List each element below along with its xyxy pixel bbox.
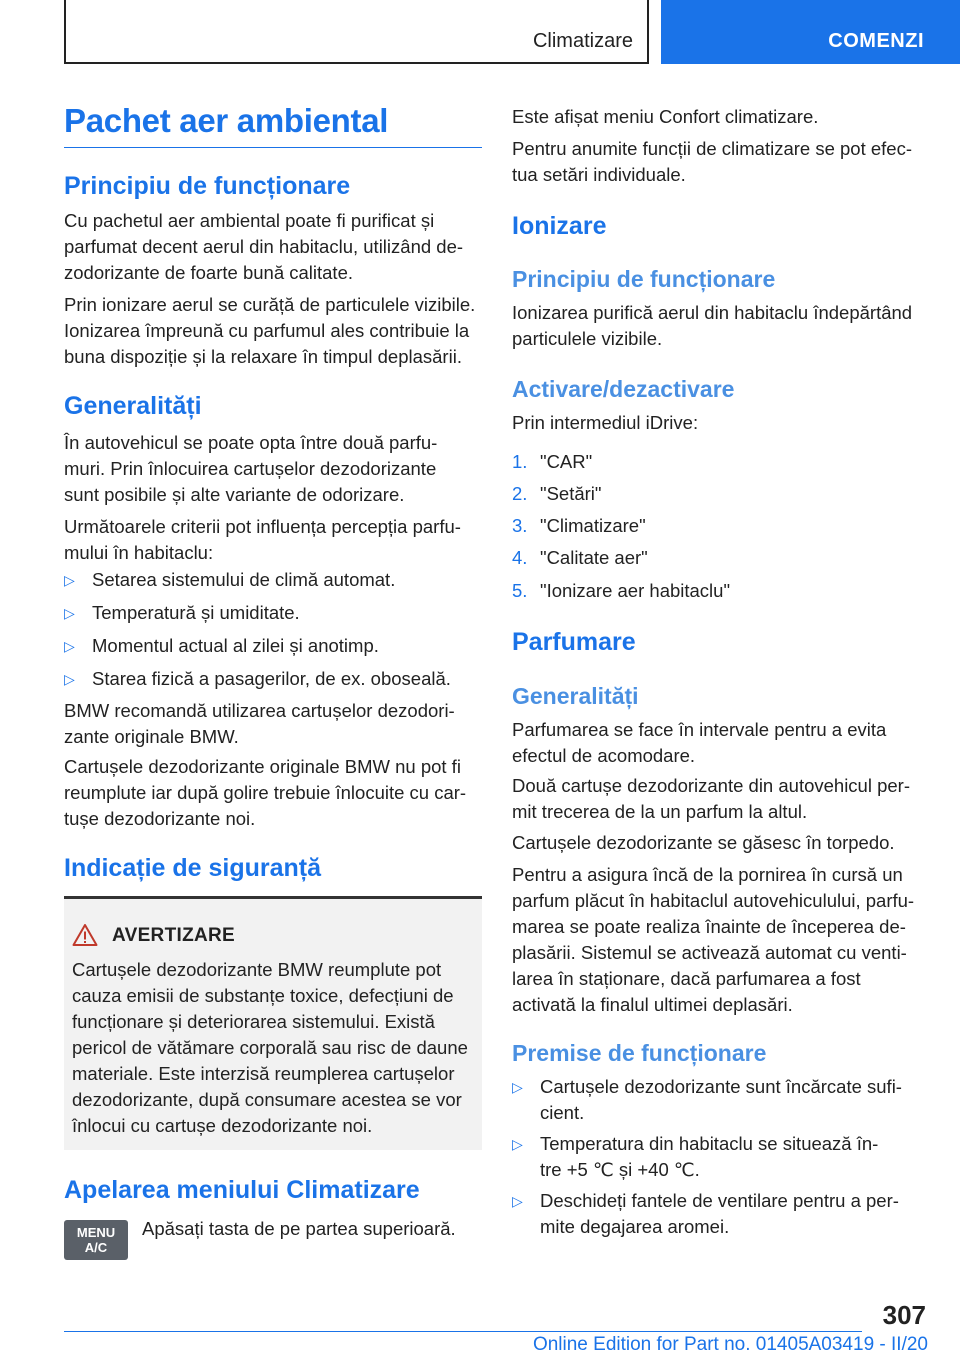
warning-body bbox=[72, 957, 468, 1139]
step-number: 1. bbox=[512, 451, 528, 472]
title-rule bbox=[64, 147, 482, 148]
line: Pentru anumite funcții de climatizare se pot efec- bbox=[512, 138, 912, 159]
activation-paragraph: Prin intermediul iDrive: bbox=[512, 412, 699, 433]
premise-text bbox=[540, 1074, 902, 1126]
line: tre +5 ℃ și +40 ℃. bbox=[540, 1159, 700, 1180]
perfume-paragraph-1 bbox=[512, 717, 886, 769]
safety-heading: Indicație de siguranță bbox=[64, 854, 322, 882]
criteria-text: Temperatură și umiditate. bbox=[92, 602, 300, 623]
line: efectul de acomodare. bbox=[512, 745, 696, 766]
bullet-triangle-icon: ▷ bbox=[512, 1079, 523, 1095]
line: Prin ionizare aerul se curăță de particulele vizibile. bbox=[64, 294, 476, 315]
general-heading: Generalități bbox=[64, 392, 202, 420]
line: tua setări individuale. bbox=[512, 164, 686, 185]
criteria-text: Setarea sistemului de climă automat. bbox=[92, 569, 396, 590]
line: mit trecerea de la un parfum la altul. bbox=[512, 801, 808, 822]
perfume-paragraph-2 bbox=[512, 773, 910, 825]
warning-box bbox=[64, 896, 482, 1150]
step-text: "Calitate aer" bbox=[540, 547, 648, 568]
ionization-heading: Ionizare bbox=[512, 212, 607, 240]
warning-title: AVERTIZARE bbox=[112, 925, 235, 946]
line: funcționare și deteriorarea sistemului. Există bbox=[72, 1011, 435, 1032]
line: parfum plăcut în habitaclul autovehiculului, parfu- bbox=[512, 890, 915, 911]
step-text: "CAR" bbox=[540, 451, 593, 472]
line: Deschideți fantele de ventilare pentru a per- bbox=[540, 1190, 899, 1211]
line: mului în habitaclu: bbox=[64, 542, 214, 563]
criteria-text: Momentul actual al zilei și anotimp. bbox=[92, 635, 379, 656]
line: plasării. Sistemul se activează automat cu venti- bbox=[512, 942, 907, 963]
line: Cartușele dezodorizante BMW reumplute pot bbox=[72, 959, 442, 980]
premise-heading: Premise de funcționare bbox=[512, 1040, 767, 1066]
bullet-triangle-icon: ▷ bbox=[64, 638, 75, 654]
ionization-principle-paragraph bbox=[512, 300, 912, 352]
premise-text bbox=[540, 1131, 878, 1183]
intro-paragraph-1: Este afișat meniu Confort climatizare. bbox=[512, 106, 819, 127]
menu-key-label: A/C bbox=[84, 1240, 108, 1255]
step-text: "Setări" bbox=[540, 483, 602, 504]
line: Cartușele dezodorizante sunt încărcate sufi- bbox=[540, 1076, 902, 1097]
warning-triangle-icon bbox=[72, 923, 98, 947]
menu-key-label: MENU bbox=[76, 1225, 116, 1240]
line: cient. bbox=[540, 1102, 585, 1123]
menu-ac-button-icon bbox=[64, 1220, 128, 1260]
principle-paragraph-1 bbox=[64, 208, 463, 286]
header-section-tab bbox=[64, 0, 649, 64]
activation-heading: Activare/dezactivare bbox=[512, 376, 735, 402]
line: muri. Prin înlocuirea cartușelor dezodorizante bbox=[64, 458, 437, 479]
line: înlocui cu cartușe dezodorizante noi. bbox=[72, 1115, 373, 1136]
step-number: 2. bbox=[512, 483, 528, 504]
line: pericol de vătămare corporală sau risc de daune bbox=[72, 1037, 468, 1058]
header-chapter-title: COMENZI bbox=[828, 30, 924, 52]
perfume-general-heading: Generalități bbox=[512, 683, 639, 709]
bullet-triangle-icon: ▷ bbox=[64, 572, 75, 588]
premise-text bbox=[540, 1188, 899, 1240]
bullet-triangle-icon: ▷ bbox=[512, 1193, 523, 1209]
header-chapter-tab bbox=[661, 0, 960, 64]
general-paragraph-4 bbox=[64, 754, 466, 832]
page-title: Pachet aer ambiental bbox=[64, 102, 389, 139]
line: reumplute iar după golire trebuie înlocuite cu car- bbox=[64, 782, 467, 803]
bullet-triangle-icon: ▷ bbox=[64, 605, 75, 621]
line: Ionizarea purifică aerul din habitaclu îndepărtând bbox=[512, 302, 913, 323]
line: dezodorizante, după consumare acestea se vor bbox=[72, 1089, 462, 1110]
ionization-principle-heading: Principiu de funcționare bbox=[512, 266, 776, 292]
line: Parfumarea se face în intervale pentru a evita bbox=[512, 719, 887, 740]
footer-rule bbox=[64, 1331, 862, 1332]
bullet-triangle-icon: ▷ bbox=[512, 1136, 523, 1152]
line: marea se poate realiza înainte de începerea de- bbox=[512, 916, 906, 937]
perfume-paragraph-4 bbox=[512, 862, 914, 1018]
perfume-paragraph-3: Cartușele dezodorizante se găsesc în torpedo. bbox=[512, 832, 895, 853]
line: particulele vizibile. bbox=[512, 328, 663, 349]
step-number: 4. bbox=[512, 547, 528, 568]
line: Cu pachetul aer ambiental poate fi purificat și bbox=[64, 210, 435, 231]
perfume-heading: Parfumare bbox=[512, 628, 636, 656]
principle-paragraph-2 bbox=[64, 292, 475, 370]
general-paragraph-1 bbox=[64, 430, 437, 508]
bullet-triangle-icon: ▷ bbox=[64, 671, 75, 687]
intro-paragraph-2 bbox=[512, 136, 912, 188]
line: sunt posibile și alte variante de odorizare. bbox=[64, 484, 405, 505]
step-number: 3. bbox=[512, 515, 528, 536]
line: BMW recomandă utilizarea cartușelor dezodori- bbox=[64, 700, 455, 721]
line: zante originale BMW. bbox=[64, 726, 239, 747]
line: parfumat decent aerul din habitaclu, utilizând de- bbox=[64, 236, 464, 257]
step-text: "Ionizare aer habitaclu" bbox=[540, 580, 731, 601]
line: Ionizarea împreună cu parfumul ales contribuie la bbox=[64, 320, 470, 341]
line: materiale. Este interzisă reumplerea cartușelor bbox=[72, 1063, 455, 1084]
line: Cartușele dezodorizante originale BMW nu pot fi bbox=[64, 756, 461, 777]
line: larea în staționare, dacă parfumarea a fost bbox=[512, 968, 861, 989]
line: cauza emisii de substanțe toxice, defecțiuni de bbox=[72, 985, 454, 1006]
line: Următoarele criterii pot influența percepția parfu- bbox=[64, 516, 461, 537]
header-section-title: Climatizare bbox=[532, 30, 633, 52]
general-paragraph-3 bbox=[64, 698, 455, 750]
footer-edition: Online Edition for Part no. 01405A03419 - II/20 bbox=[532, 1334, 928, 1355]
line: Două cartușe dezodorizante din autovehicul per- bbox=[512, 775, 910, 796]
page-number: 307 bbox=[882, 1300, 926, 1330]
line: Pentru a asigura încă de la pornirea în cursă un bbox=[512, 864, 903, 885]
line: buna dispoziție și la relaxare în timpul deplasării. bbox=[64, 346, 462, 367]
line: În autovehicul se poate opta între două parfu- bbox=[64, 432, 438, 453]
criteria-text: Starea fizică a pasagerilor, de ex. oboseală. bbox=[92, 668, 451, 689]
line: activată la finalul ultimei deplasări. bbox=[512, 994, 793, 1015]
general-paragraph-2 bbox=[64, 514, 461, 566]
line: tușe dezodorizante noi. bbox=[64, 808, 256, 829]
menu-instruction: Apăsați tasta de pe partea superioară. bbox=[142, 1218, 456, 1239]
step-number: 5. bbox=[512, 580, 528, 601]
step-text: "Climatizare" bbox=[540, 515, 646, 536]
line: zodorizante de foarte bună calitate. bbox=[64, 262, 353, 283]
line: Temperatura din habitaclu se situează în- bbox=[540, 1133, 879, 1154]
line: mite degajarea aromei. bbox=[540, 1216, 730, 1237]
principle-heading: Principiu de funcționare bbox=[64, 172, 351, 200]
menu-heading: Apelarea meniului Climatizare bbox=[64, 1176, 420, 1204]
